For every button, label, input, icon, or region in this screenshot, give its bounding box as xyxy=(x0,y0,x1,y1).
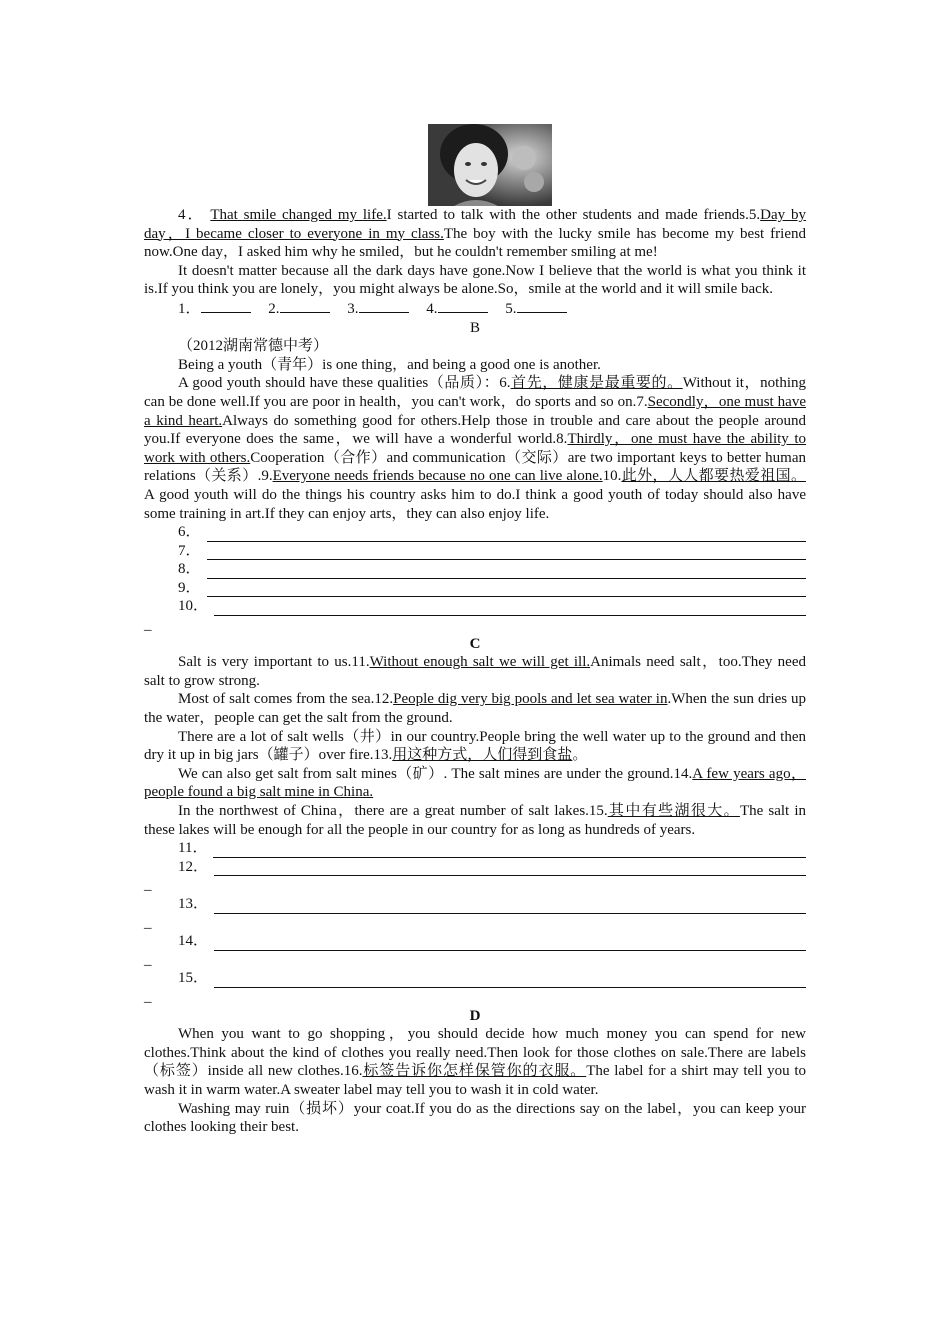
answer-line-14[interactable]: 14． xyxy=(178,932,806,951)
answer-line-8[interactable]: 8． xyxy=(178,560,806,579)
answer-5: Day by day，I became closer to everyone in my class. xyxy=(144,207,806,242)
paragraph-c5: In the northwest of China，there are a great number of salt lakes.15.其中有些湖很大。The salt in these lakes will be enough for all the people in our country for as long as hundreds of years. xyxy=(144,803,806,838)
paragraph-c3: There are a lot of salt wells（井）in our country.People bring the well water up to the ground and then dry it up in big jars（罐子）over fire.13.用这种方式，人们得到食盐。 xyxy=(144,728,806,764)
answer-7: Secondly，one must have a kind heart. xyxy=(144,393,806,429)
answer-16: 标签告诉你怎样保管你的衣服。 xyxy=(362,1063,587,1080)
paragraph-d1: When you want to go shopping，you should decide how much money you can spend for new clothes.Think about the kind of clothes you really need.Then look for those clothes on sale.There are labels（标签）inside all new clothes.16.标签告诉你怎样保管你的衣服。The label for a shirt may tell you to wash it in warm water.A sweater label may tell you to wash it in cold water. xyxy=(144,1026,806,1098)
line-overflow-mark: _ xyxy=(144,951,152,968)
section-c-heading: C xyxy=(469,635,481,652)
answer-line-10[interactable]: 10． xyxy=(178,597,806,616)
paragraph-c2: Most of salt comes from the sea.12.People dig very big pools and let sea water in.When the sun dries up the water，people can get the salt from the ground. xyxy=(144,691,807,727)
paragraph-d2: Washing may ruin（损坏）your coat.If you do as the directions say on the label，you can keep your clothes looking their best. xyxy=(144,1100,806,1136)
answer-4: That smile changed my life. xyxy=(210,207,387,223)
answer-line-15[interactable]: 15． xyxy=(178,969,806,988)
paragraph-b2: A good youth should have these qualities（品质）：6.首先，健康是最重要的。Without it，nothing can be done well.If you are poor in health，you can't work，do sports and so on.7.Secondly，one must have a kind heart.Always do something good for others.Help those in trouble and care about the people around you.If everyone does the same，we will have a wonderful world.8.Thirdly，one must have the ability to work with others.Cooperation（合作）and communication（交际）are two important keys to better human relations（关系）.9.Everyone needs friends because no one can live alone.10.此外，人人都要热爱祖国。A good youth will do the things his country asks him to do.I think a good youth of today should also have some training in art.If they can enjoy arts，they can also enjoy life. xyxy=(144,375,807,522)
document-page xyxy=(144,124,806,1137)
answer-9: Everyone needs friends because no one can live alone. xyxy=(272,468,603,485)
answer-12: People dig very big pools and let sea water in xyxy=(393,691,668,708)
answer-blanks-1-5: 1． 2. 3. 4. 5. xyxy=(178,299,806,319)
answer-line-7[interactable]: 7． xyxy=(178,542,806,561)
line-overflow-mark: _ xyxy=(144,914,152,931)
answer-13: 用这种方式，人们得到食盐 xyxy=(392,747,573,764)
line-overflow-mark: _ xyxy=(144,877,152,894)
blank-2[interactable] xyxy=(280,299,330,313)
answer-line-12[interactable]: 12． xyxy=(178,858,806,877)
paragraph-b1: Being a youth（青年）is one thing，and being a good one is another. xyxy=(178,356,601,373)
answer-8: Thirdly，one must have the ability to work with others. xyxy=(144,431,806,466)
answer-14: A few years ago，people found a big salt mine in China. xyxy=(144,765,806,801)
paragraph-a2: It doesn't matter because all the dark days have gone.Now I believe that the world is what you think it is.If you think you are lonely，you might always be alone.So，smile at the world and it will smile back. xyxy=(144,262,806,298)
answer-line-11[interactable]: 11． xyxy=(178,839,806,858)
line-overflow-mark: _ xyxy=(144,988,152,1005)
answer-10: 此外，人人都要热爱祖国。 xyxy=(621,468,806,485)
blank-1[interactable] xyxy=(201,299,251,313)
blank-5[interactable] xyxy=(517,299,567,313)
section-b-source: （2012湖南常德中考） xyxy=(178,338,329,355)
answer-line-6[interactable]: 6． xyxy=(178,523,806,542)
blank-4[interactable] xyxy=(438,299,488,313)
girl-photo xyxy=(428,124,552,206)
paragraph-c1: Salt is very important to us.11.Without enough salt we will get ill.Animals need salt，too.They need salt to grow strong. xyxy=(144,654,806,689)
section-b-heading: B xyxy=(469,319,480,336)
paragraph-a1: 4． That smile changed my life.I started to talk with the other students and made friends.5.Day by day，I became closer to everyone in my class.The boy with the lucky smile has become my best friend now.One day，I asked him why he smiled，but he couldn't remember smiling at me! xyxy=(144,207,806,261)
paragraph-c4: We can also get salt from salt mines（矿）. The salt mines are under the ground.14.A few years ago，people found a big salt mine in China. xyxy=(144,765,806,801)
answer-line-9[interactable]: 9． xyxy=(178,579,806,598)
answer-11: Without enough salt we will get ill. xyxy=(369,654,591,671)
answer-6: 首先，健康是最重要的。 xyxy=(510,375,683,392)
section-d-heading: D xyxy=(469,1007,481,1024)
blank-3[interactable] xyxy=(359,299,409,313)
answer-line-13[interactable]: 13． xyxy=(178,895,806,914)
line-overflow-mark: _ xyxy=(144,617,152,634)
answer-15: 其中有些湖很大。 xyxy=(607,803,740,819)
